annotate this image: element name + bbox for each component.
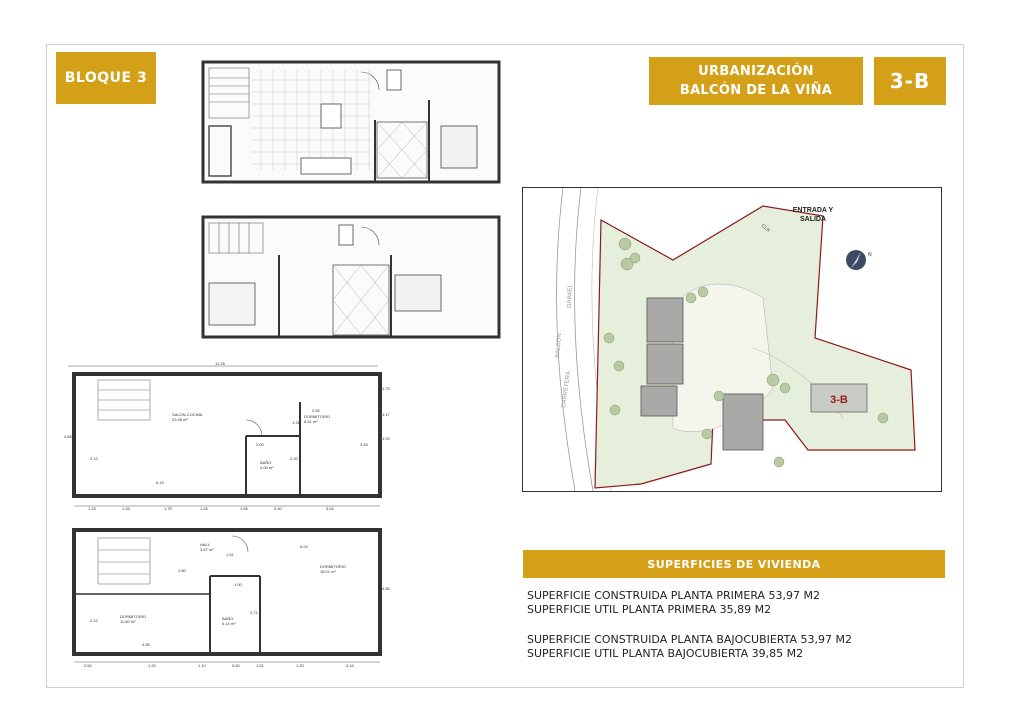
dim-602: 6.02 <box>300 544 308 549</box>
bottom-dim-6: 1.20 <box>296 663 304 668</box>
road-label-3: DAIMIEL <box>567 283 574 309</box>
room-label-dorm2: DORMITORIO <box>120 614 146 619</box>
bottom-dim-4: 1.26 <box>200 506 208 511</box>
bottom-dim-1: 1.15 <box>88 506 96 511</box>
site-plan <box>522 187 942 492</box>
unit-code-badge: 3-B <box>874 57 946 105</box>
room-area-dorm: 8.51 m² <box>304 419 318 424</box>
unit-3b-label: 3-B <box>830 394 848 406</box>
dim-345: 3.45 <box>360 442 368 447</box>
dim-200: 2.00 <box>256 442 264 447</box>
bottom-dim-2: 1.26 <box>122 506 130 511</box>
surface-useful-first: SUPERFICIE UTIL PLANTA PRIMERA 35,89 M2 <box>527 603 772 616</box>
room-area-hall: 3.67 m² <box>200 547 214 552</box>
dimensioned-plan-attic <box>60 524 390 674</box>
bottom-dim-4: 0.50 <box>232 663 240 668</box>
dimensioned-plan-first-floor <box>60 360 390 515</box>
dim-151: 1.51 <box>226 552 234 557</box>
room-label-dorm: DORMITORIO <box>304 414 330 419</box>
furnished-plan-attic <box>201 215 501 341</box>
room-area-bano: 4.00 m² <box>260 465 274 470</box>
dim-212: 2.12 <box>90 618 98 623</box>
dim-103: 1.03 <box>382 436 390 441</box>
room-label-dorm1: DORMITORIO <box>320 564 346 569</box>
room-label-salon: SALON-COCINA <box>172 412 203 417</box>
room-label-bano: BAÑO <box>260 460 272 465</box>
furnished-plan-first-floor <box>201 60 501 186</box>
bottom-dim-3: 1.10 <box>198 663 206 668</box>
dim-271: 2.71 <box>250 610 258 615</box>
svg-text:N: N <box>868 252 872 258</box>
surfaces-title-bar: SUPERFICIES DE VIVIENDA <box>523 550 945 578</box>
entrance-label-1: ENTRADA Y <box>792 207 834 214</box>
room-area-dorm2: 11.80 m² <box>120 619 136 624</box>
road-label-4: CLK <box>759 222 772 234</box>
bottom-dim-2: 1.20 <box>148 663 156 668</box>
bottom-dim-6: 0.40 <box>274 506 282 511</box>
bottom-dim-1: 2.52 <box>84 663 92 668</box>
road-label-2: BALCON <box>555 333 564 359</box>
surfaces-list <box>527 589 947 661</box>
room-area-dorm1: 18.01 m² <box>320 569 336 574</box>
bottom-dim-3: 1.75 <box>164 506 172 511</box>
room-label-hall: HALL <box>200 542 211 547</box>
room-area-bano: 5.14 m² <box>222 621 236 626</box>
surface-built-first: SUPERFICIE CONSTRUIDA PLANTA PRIMERA 53,97 M2 <box>527 589 821 602</box>
room-area-salon: 23.96 m² <box>172 417 188 422</box>
dim-depth-total: 4.85 <box>382 586 390 591</box>
dim-100: 1.00 <box>234 582 242 587</box>
urbanization-line-1: URBANIZACIÓN <box>698 64 814 79</box>
dim-220: 2.20 <box>290 456 298 461</box>
dim-615: 6.15 <box>156 480 164 485</box>
block-badge: BLOQUE 3 <box>56 52 156 104</box>
surface-useful-attic: SUPERFICIE UTIL PLANTA BAJOCUBIERTA 39,85 M2 <box>527 647 804 660</box>
dim-depth-total: 4.85 <box>64 434 72 439</box>
bottom-dim-5: 1.51 <box>256 663 264 668</box>
entrance-label-2: SALIDA <box>799 216 827 223</box>
urbanization-title <box>649 57 863 105</box>
bottom-dim-5: 1.66 <box>240 506 248 511</box>
dim-212: 2.12 <box>90 456 98 461</box>
room-label-bano: BAÑO <box>222 616 234 621</box>
dim-131: 1.31 <box>292 420 300 425</box>
road-label-1: CARRETERA <box>561 370 573 409</box>
surface-built-attic: SUPERFICIE CONSTRUIDA PLANTA BAJOCUBIERTA 53,97 M2 <box>527 633 853 646</box>
urbanization-line-2: BALCÓN DE LA VIÑA <box>679 83 833 98</box>
dim-total-width: 11.35 <box>215 361 225 366</box>
dim-175: 1.75 <box>382 386 390 391</box>
dim-117: 1.17 <box>382 412 390 417</box>
site-plan-drawing <box>523 188 941 491</box>
dim-455: 4.55 <box>142 642 150 647</box>
bottom-dim-7: 3.54 <box>326 506 334 511</box>
compass-icon <box>846 250 872 270</box>
dim-180: 1.80 <box>178 568 186 573</box>
bottom-dim-7: 3.16 <box>346 663 354 668</box>
dim-250: 2.50 <box>312 408 320 413</box>
